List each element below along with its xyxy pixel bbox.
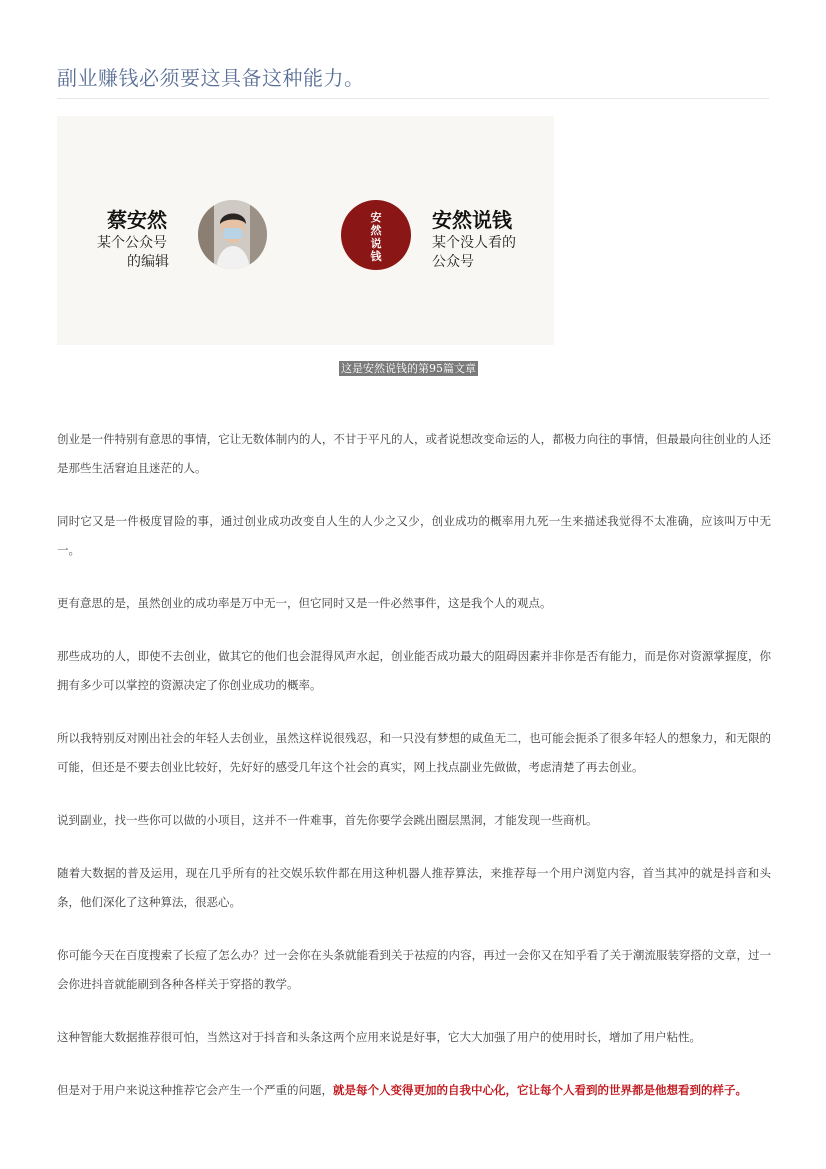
paragraph: 这种智能大数据推荐很可怕，当然这对于抖音和头条这两个应用来说是好事，它大大加强了用户的使用时长，增加了用户粘性。 xyxy=(57,1030,701,1044)
paragraph: 所以我特别反对刚出社会的年轻人去创业，虽然这样说很残忍，和一只没有梦想的咸鱼无二，也可能会扼杀了很多年轻人的想象力，和无限的可能，但还是不要去创业比较好，先好好的感受几年这个社会的真实，网上找点副业先做做，考虑清楚了再去创业。 xyxy=(57,731,771,774)
article-title: 副业赚钱必须要这具备这种能力。 xyxy=(57,66,365,90)
paragraph: 更有意思的是，虽然创业的成功率是万中无一，但它同时又是一件必然事件，这是我个人的观点。 xyxy=(57,596,552,610)
paragraph: 说到副业，找一些你可以做的小项目，这并不一件难事，首先你要学会跳出圈层黑洞，才能发现一些商机。 xyxy=(57,813,598,827)
paragraph: 你可能今天在百度搜索了长痘了怎么办？过一会你在头条就能看到关于祛痘的内容，再过一会你又在知乎看了关于潮流服装穿搭的文章，过一会你进抖音就能刷到各种各样关于穿搭的教学。 xyxy=(57,948,771,991)
paragraph-last xyxy=(57,1076,771,1105)
logo-char-1: 安 xyxy=(370,211,382,224)
logo-char-2: 然 xyxy=(370,224,382,237)
paragraph-text: 但是对于用户来说这种推荐它会产生一个严重的问题， xyxy=(57,1083,333,1097)
banner-author-name: 蔡安然 xyxy=(107,208,167,232)
paragraph: 同时它又是一件极度冒险的事，通过创业成功改变自人生的人少之又少，创业成功的概率用九死一生来描述我觉得不太准确，应该叫万中无一。 xyxy=(57,514,771,557)
paragraph: 创业是一件特别有意思的事情，它让无数体制内的人，不甘于平凡的人，或者说想改变命运的人，都极力向往的事情，但最最向往创业的人还是那些生活窘迫且迷茫的人。 xyxy=(57,432,771,475)
logo-char-3: 说 xyxy=(370,237,382,250)
header-banner-image xyxy=(57,116,554,345)
title-divider xyxy=(57,98,769,99)
anran-money-logo xyxy=(341,200,411,270)
author-avatar xyxy=(198,200,267,269)
paragraph: 那些成功的人，即使不去创业，做其它的他们也会混得风声水起，创业能否成功最大的阻碍因素并非你是否有能力，而是你对资源掌握度，你拥有多少可以掌控的资源决定了你创业成功的概率。 xyxy=(57,649,771,692)
paragraph: 随着大数据的普及运用，现在几乎所有的社交娱乐软件都在用这种机器人推荐算法，来推荐每一个用户浏览内容，首当其冲的就是抖音和头条，他们深化了这种算法，很恶心。 xyxy=(57,866,771,909)
author-photo xyxy=(198,200,267,269)
banner-brand-desc-2: 公众号 xyxy=(432,254,474,270)
banner-brand-name: 安然说钱 xyxy=(432,208,512,232)
article-number-caption: 这是安然说钱的第95篇文章 xyxy=(341,362,476,375)
banner-brand-desc-1: 某个没人看的 xyxy=(432,235,516,251)
banner-author-desc-1: 某个公众号 xyxy=(97,235,167,251)
emphasis-text: 就是每个人变得更加的自我中心化，它让每个人看到的世界都是他想看到的样子。 xyxy=(333,1083,747,1097)
logo-char-4: 钱 xyxy=(370,250,382,263)
article-body xyxy=(57,425,771,1129)
banner-author-desc-2: 的编辑 xyxy=(127,254,169,270)
